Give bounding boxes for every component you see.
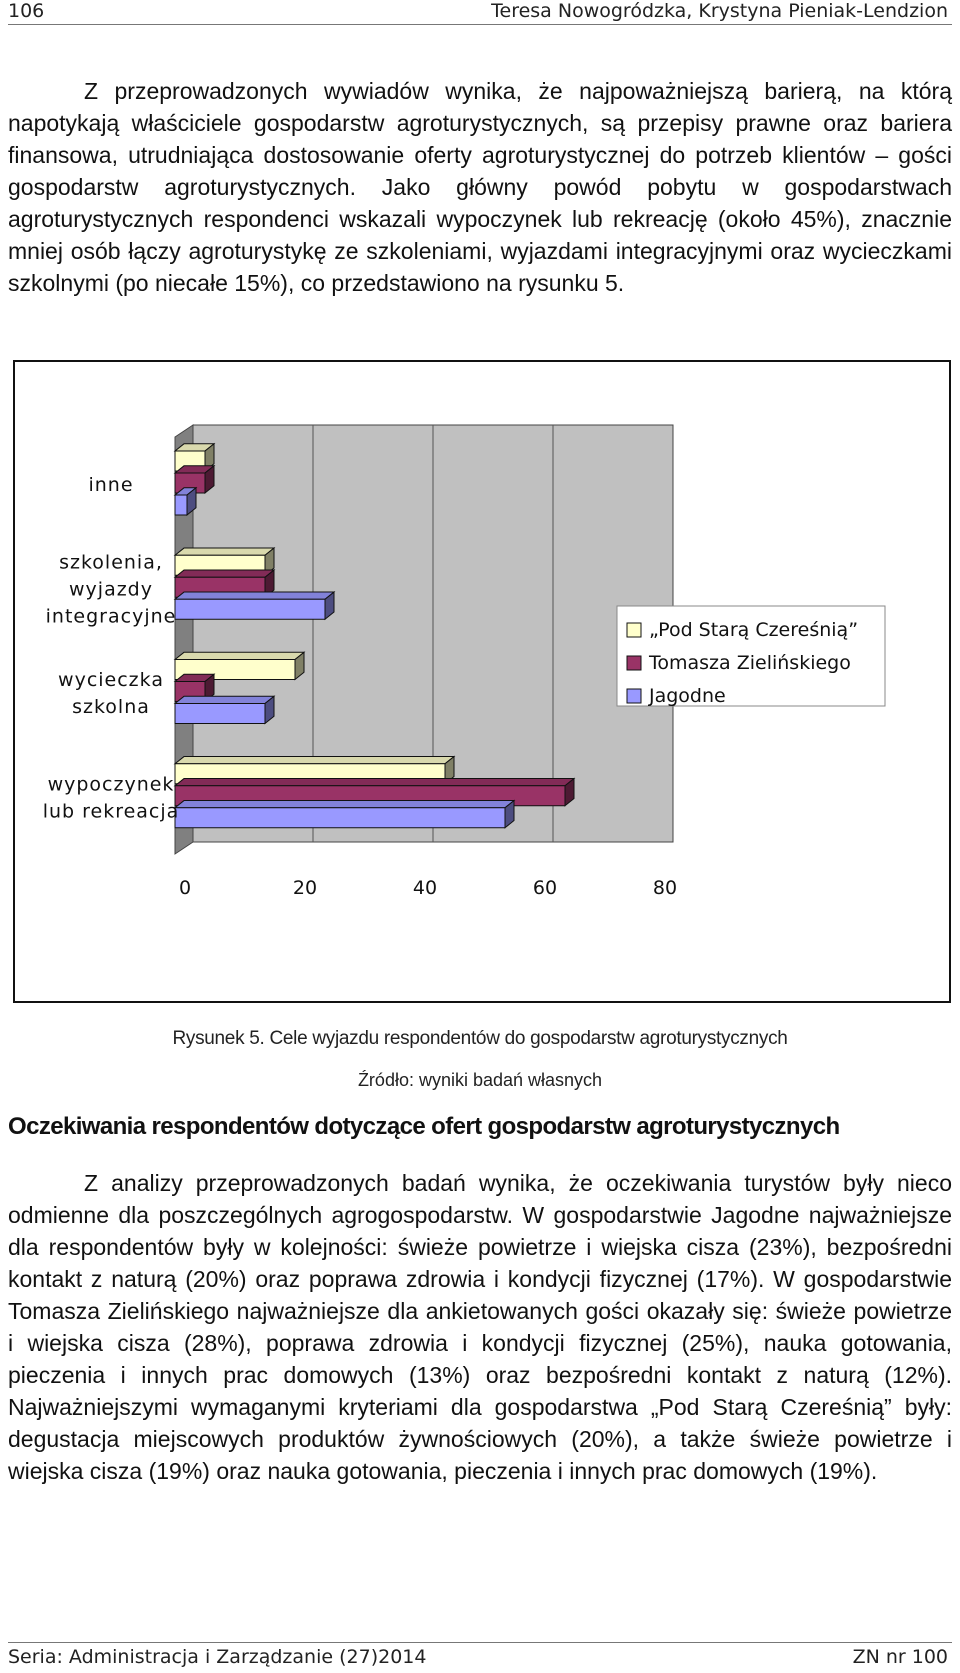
- legend-label: Jagodne: [649, 685, 726, 707]
- x-tick-label: 80: [652, 877, 678, 899]
- running-head-authors: Teresa Nowogródzka, Krystyna Pieniak-Lendzion: [491, 0, 948, 22]
- footer-series: Seria: Administracja i Zarządzanie (27)2014: [8, 1646, 427, 1668]
- page-footer: [8, 1642, 952, 1673]
- figure-caption: Rysunek 5. Cele wyjazdu respondentów do gospodarstw agroturystycznych: [172, 1028, 788, 1049]
- category-label: integracyjne: [45, 605, 177, 628]
- x-tick-label: 60: [532, 877, 558, 899]
- page-header: [8, 0, 952, 25]
- legend-label: Tomasza Zielińskiego: [649, 652, 851, 674]
- bar-top-face: [175, 548, 274, 555]
- bar-top-face: [175, 570, 274, 577]
- bar-chart: [15, 362, 949, 1001]
- bar: [175, 808, 505, 828]
- figure-source: Źródło: wyniki badań własnych: [357, 1070, 603, 1090]
- paragraph-expectations-text: Z analizy przeprowadzonych badań wynika, że oczekiwania turystów były nieco odmienne dla poszczególnych agrogospodarstw. W gospodarstwie Jagodne najważniejsze dla respondentów były w kolejności: świeże powietrze i wiejska cisza (23%), bezpośredni kontakt z naturą (20%) oraz poprawa zdrowia i kondycji fizycznej (17%). W gospodarstwie Tomasza Zielińskiego najważniejsze dla ankietowanych gości okazały się: świeże powietrze i wiejska cisza (28%), poprawa zdrowia i kondycji fizycznej (25%), nauka gotowania, pieczenia i innych prac domowych (13%) oraz bezpośredni kontakt z naturą (12%). Najważniejszymi wymaganymi kryteriami dla gospodarstwa „Pod Starą Czereśnią” były: degustacja miejscowych produktów żywnościowych (20%), a także świeże powietrze i wiejska cisza (19%) oraz nauka gotowania, pieczenia i innych prac domowych (19%).: [8, 1170, 952, 1484]
- bar-top-face: [175, 757, 454, 764]
- section-title: Oczekiwania respondentów dotyczące ofert gospodarstw agroturystycznych: [8, 1113, 840, 1140]
- bar-top-face: [175, 592, 334, 599]
- bar-top-face: [175, 696, 274, 703]
- category-label: wypoczynek: [47, 773, 175, 796]
- category-label: inne: [88, 474, 134, 496]
- paragraph-intro: [8, 75, 952, 299]
- figure-chart-frame: [13, 360, 951, 1003]
- category-label: wyjazdy: [69, 578, 153, 601]
- legend-swatch: [627, 689, 641, 703]
- bar: [175, 704, 265, 724]
- footer-issue: ZN nr 100: [852, 1646, 948, 1668]
- x-tick-label: 20: [292, 877, 318, 899]
- legend-label: „Pod Starą Czereśnią”: [649, 619, 859, 641]
- category-label: szkolna: [72, 696, 150, 718]
- bar-top-face: [175, 801, 514, 808]
- bar-top-face: [175, 779, 574, 786]
- bar-top-face: [175, 652, 304, 659]
- legend-swatch: [627, 623, 641, 637]
- x-tick-label: 0: [178, 877, 192, 899]
- page-number: 106: [8, 0, 45, 22]
- bar: [175, 599, 325, 619]
- legend-swatch: [627, 656, 641, 670]
- paragraph-expectations: [8, 1167, 952, 1487]
- paragraph-intro-text: Z przeprowadzonych wywiadów wynika, że najpoważniejszą barierą, na którą napotykają właściciele gospodarstw agroturystycznych, są przepisy prawne oraz bariera finansowa, utrudniająca dostosowanie oferty agroturystycznej do potrzeb klientów – gości gospodarstw agroturystycznych. Jako główny powód pobytu w gospodarstwach agroturystycznych respondenci wskazali wypoczynek lub rekreację (około 45%), znacznie mniej osób łączy agroturystykę ze szkoleniami, wyjazdami integracyjnymi oraz wycieczkami szkolnymi (po niecałe 15%), co przedstawiono na rysunku 5.: [8, 78, 952, 296]
- bar: [175, 495, 187, 515]
- category-label: szkolenia,: [59, 551, 163, 574]
- category-label: lub rekreacja: [42, 800, 180, 823]
- x-tick-label: 40: [412, 877, 438, 899]
- category-label: wycieczka: [58, 669, 164, 691]
